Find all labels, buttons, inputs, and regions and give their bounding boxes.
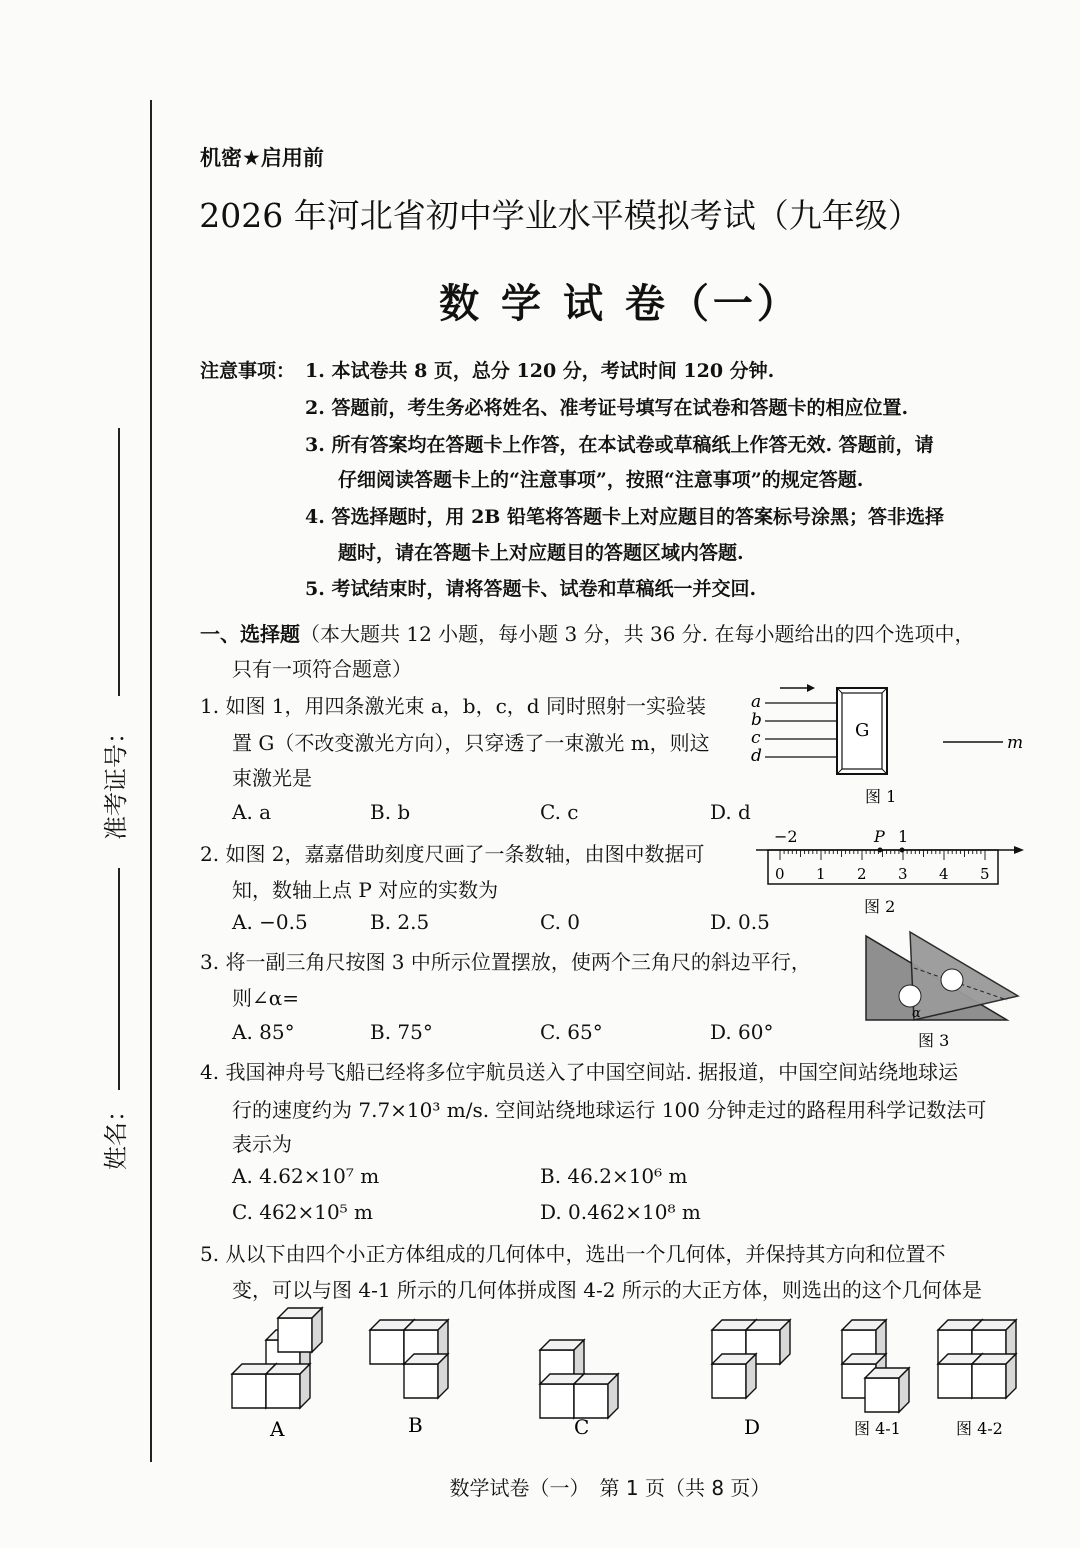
question-4-option-a: A. 4.62×10⁷ m (232, 1164, 380, 1188)
angle-alpha-label: α (912, 1006, 921, 1021)
figure-2 (752, 822, 1032, 918)
question-3-option-a: A. 85° (232, 1020, 295, 1044)
question-2-line: 2. 如图 2，嘉嘉借助刻度尺画了一条数轴，由图中数据可 (200, 842, 705, 866)
figure-1 (745, 678, 1035, 808)
ruler-number: 4 (939, 865, 949, 883)
section-desc: （本大题共 12 小题，每小题 3 分，共 36 分. 在每小题给出的四个选项中， (300, 622, 975, 646)
set-square-30-60 (910, 932, 1018, 1020)
figure-2-caption: 图 2 (864, 897, 896, 916)
question-1-option-d: D. d (710, 800, 751, 824)
cube-label-d: D (744, 1415, 761, 1439)
cube-label-b: B (408, 1413, 423, 1437)
question-1-option-b: B. b (370, 800, 411, 824)
notice-item: 仔细阅读答题卡上的“注意事项”，按照“注意事项”的规定答题. (338, 469, 864, 491)
question-4-line: 表示为 (232, 1132, 292, 1156)
unit-cube (574, 1374, 618, 1418)
unit-cube (404, 1354, 448, 1398)
notice-item: 2. 答题前，考生务必将姓名、准考证号填写在试卷和答题卡的相应位置. (305, 397, 909, 419)
question-4-option-d: D. 0.462×10⁸ m (540, 1200, 701, 1224)
ruler-ticks (775, 850, 990, 883)
question-4-line: 4. 我国神舟号飞船已经将多位宇航员送入了中国空间站. 据报道，中国空间站绕地球运 (200, 1060, 959, 1084)
section-heading (200, 618, 974, 647)
set-square-hole (941, 969, 963, 991)
beam-label-b: b (751, 710, 762, 730)
unit-cube (865, 1368, 909, 1412)
question-1-line: 置 G（不改变激光方向），只穿透了一束激光 m，则这 (232, 731, 710, 755)
subject-title: 数 学 试 卷（一） (439, 280, 801, 327)
ruler-number: 5 (980, 865, 990, 883)
number-axis-arrow (1014, 846, 1024, 854)
question-1-line: 束激光是 (232, 766, 312, 790)
set-square-hole (899, 985, 921, 1007)
point-p (878, 848, 883, 853)
direction-arrow-head (807, 684, 815, 692)
question-4-line: 行的速度约为 7.7×10³ m/s. 空间站绕地球运行 100 分钟走过的路程用科学记数法可 (232, 1098, 987, 1122)
figure-4-cubes (220, 1300, 1040, 1450)
axis-label-minus-2: −2 (774, 827, 798, 846)
cube-label-a: A (270, 1417, 285, 1441)
confidential-mark: 机密★启用前 (200, 146, 324, 170)
question-1-line: 1. 如图 1，用四条激光束 a，b，c，d 同时照射一实验装 (200, 694, 706, 718)
axis-label-1: 1 (898, 827, 909, 846)
notice-item: 3. 所有答案均在答题卡上作答，在本试卷或草稿纸上作答无效. 答题前，请 (305, 434, 934, 456)
notice-item: 5. 考试结束时，请将答题卡、试卷和草稿纸一并交回. (305, 578, 757, 600)
ruler-body (768, 850, 998, 884)
question-2-option-c: C. 0 (540, 910, 581, 934)
question-2-line: 知，数轴上点 P 对应的实数为 (232, 878, 499, 902)
unit-cube (972, 1354, 1016, 1398)
question-2-option-b: B. 2.5 (370, 910, 430, 934)
figure-1-caption: 图 1 (865, 787, 897, 806)
ruler-number: 1 (816, 865, 826, 883)
candidate-id-blank (118, 428, 120, 696)
unit-cube (278, 1308, 322, 1352)
question-4-option-b: B. 46.2×10⁶ m (540, 1164, 688, 1188)
notice-item: 题时，请在答题卡上对应题目的答题区域内答题. (338, 542, 744, 564)
question-1-option-c: C. c (540, 800, 579, 824)
figure-3 (862, 928, 1027, 1056)
name-label: 姓名： (102, 1098, 130, 1170)
candidate-id-label: 准考证号： (102, 720, 130, 840)
name-blank (118, 868, 120, 1090)
exam-title: 2026 年河北省初中学业水平模拟考试（九年级） (199, 196, 921, 235)
device-g-label: G (855, 720, 870, 741)
unit-cube (712, 1354, 756, 1398)
cube-label-c: C (574, 1415, 590, 1439)
question-4-option-c: C. 462×10⁵ m (232, 1200, 374, 1224)
question-3-option-d: D. 60° (710, 1020, 774, 1044)
question-3-option-b: B. 75° (370, 1020, 433, 1044)
ruler-number: 2 (857, 865, 867, 883)
page-footer: 数学试卷（一） 第 1 页（共 8 页） (449, 1476, 771, 1500)
question-3-option-c: C. 65° (540, 1020, 603, 1044)
beam-label-m: m (1007, 733, 1024, 753)
notice-label: 注意事项： (200, 360, 296, 382)
question-5-line: 变，可以与图 4-1 所示的几何体拼成图 4-2 所示的大正方体，则选出的这个几何体是 (232, 1278, 982, 1302)
unit-cube (266, 1364, 310, 1408)
notice-item: 4. 答选择题时，用 2B 铅笔将答题卡上对应题目的答案标号涂黑；答非选择 (305, 506, 944, 528)
beam-label-a: a (751, 692, 762, 712)
question-2-option-d: D. 0.5 (710, 910, 770, 934)
cube-label-fig-4-1: 图 4-1 (854, 1419, 901, 1438)
beam-label-c: c (751, 728, 761, 748)
section-title: 一、选择题 (200, 622, 300, 646)
section-desc-line2: 只有一项符合题意） (232, 657, 412, 681)
question-3-line: 则∠α= (232, 986, 300, 1010)
ruler-number: 3 (898, 865, 908, 883)
point-1 (900, 848, 905, 853)
question-1-option-a: A. a (232, 800, 272, 824)
question-2-option-a: A. −0.5 (232, 910, 308, 934)
notice-item: 1. 本试卷共 8 页，总分 120 分，考试时间 120 分钟. (305, 360, 775, 382)
question-5-line: 5. 从以下由四个小正方体组成的几何体中，选出一个几何体，并保持其方向和位置不 (200, 1242, 946, 1266)
question-3-line: 3. 将一副三角尺按图 3 中所示位置摆放，使两个三角尺的斜边平行， (200, 950, 811, 974)
figure-3-caption: 图 3 (918, 1031, 950, 1050)
cube-label-fig-4-2: 图 4-2 (956, 1419, 1003, 1438)
axis-label-p: P (874, 827, 885, 846)
beam-label-d: d (751, 746, 762, 766)
ruler-number: 0 (775, 865, 785, 883)
